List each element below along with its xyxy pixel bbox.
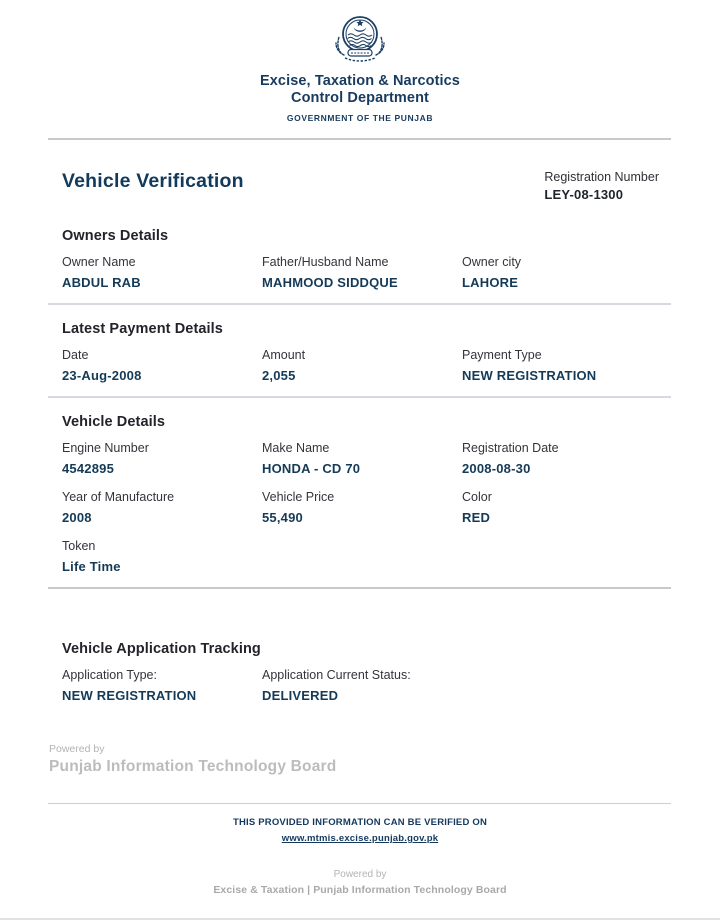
make-name-field [262, 441, 462, 476]
powered-by-org: Punjab Information Technology Board [49, 758, 337, 775]
year-of-manufacture-label: Year of Manufacture [62, 490, 175, 504]
payment-date-field [62, 348, 262, 383]
department-header [0, 0, 720, 123]
color-field [462, 490, 662, 525]
token-label: Token [62, 539, 96, 553]
payment-date-value: 23-Aug-2008 [62, 368, 142, 383]
vehicle-application-tracking-section [48, 641, 671, 703]
org-name-line1: Excise, Taxation & Narcotics [260, 73, 460, 89]
father-husband-name-label: Father/Husband Name [262, 255, 389, 269]
powered-by-label: Powered by [49, 743, 105, 755]
registration-number-label: Registration Number [544, 170, 659, 184]
application-type-value: NEW REGISTRATION [62, 688, 197, 703]
powered-by-block [49, 743, 720, 776]
verification-notice-text: THIS PROVIDED INFORMATION CAN BE VERIFIED ON [232, 817, 488, 828]
payment-type-field [462, 348, 662, 383]
punjab-government-crest-icon [0, 9, 720, 67]
father-husband-name-field [262, 255, 462, 290]
father-husband-name-value: MAHMOOD SIDDQUE [262, 275, 398, 290]
main-content [48, 140, 671, 703]
token-field [62, 539, 262, 574]
government-line: GOVERNMENT OF THE PUNJAB [286, 113, 434, 123]
footer-powered-label: Powered by [333, 869, 387, 880]
registration-number-value: LEY-08-1300 [544, 187, 624, 202]
owners-details-section [48, 228, 671, 305]
org-name-line2: Control Department [291, 89, 429, 106]
year-of-manufacture-field [62, 490, 262, 525]
vehicle-price-label: Vehicle Price [262, 490, 335, 504]
verification-link[interactable]: www.mtmis.excise.punjab.gov.pk [281, 833, 439, 844]
payment-date-label: Date [62, 348, 89, 362]
payment-type-label: Payment Type [462, 348, 542, 362]
engine-number-value: 4542895 [62, 461, 115, 476]
owner-name-field [62, 255, 262, 290]
owners-details-heading: Owners Details [62, 228, 169, 244]
year-of-manufacture-value: 2008 [62, 510, 92, 525]
vehicle-price-value: 55,490 [262, 510, 303, 525]
section-divider [48, 587, 671, 589]
footer-powered-orgs: Excise & Taxation | Punjab Information Technology Board [213, 884, 507, 896]
latest-payment-details-section [48, 321, 671, 398]
registration-date-field [462, 441, 662, 476]
token-value: Life Time [62, 559, 121, 574]
engine-number-label: Engine Number [62, 441, 149, 455]
owner-name-label: Owner Name [62, 255, 136, 269]
color-label: Color [462, 490, 492, 504]
section-divider [48, 303, 671, 305]
engine-number-field [62, 441, 262, 476]
vehicle-details-section [48, 414, 671, 589]
application-type-field [62, 668, 262, 703]
footer-divider [48, 803, 671, 804]
registration-date-label: Registration Date [462, 441, 559, 455]
registration-date-value: 2008-08-30 [462, 461, 531, 476]
payment-amount-label: Amount [262, 348, 306, 362]
owner-city-field [462, 255, 662, 290]
vehicle-details-heading: Vehicle Details [62, 414, 166, 430]
verification-notice [0, 817, 720, 846]
footer-powered-block [0, 869, 720, 896]
payment-amount-value: 2,055 [262, 368, 296, 383]
make-name-value: HONDA - CD 70 [262, 461, 361, 476]
make-name-label: Make Name [262, 441, 330, 455]
bottom-edge-strip [0, 918, 720, 920]
application-current-status-field [262, 668, 462, 703]
section-divider [48, 396, 671, 398]
owner-city-value: LAHORE [462, 275, 519, 290]
owner-name-value: ABDUL RAB [62, 275, 141, 290]
page-title: Vehicle Verification [62, 170, 244, 192]
vehicle-price-field [262, 490, 462, 525]
vehicle-application-tracking-heading: Vehicle Application Tracking [62, 641, 261, 657]
payment-amount-field [262, 348, 462, 383]
owner-city-label: Owner city [462, 255, 522, 269]
application-current-status-label: Application Current Status: [262, 668, 411, 682]
color-value: RED [462, 510, 491, 525]
latest-payment-details-heading: Latest Payment Details [62, 321, 223, 337]
application-current-status-value: DELIVERED [262, 688, 339, 703]
registration-number-block [544, 170, 659, 202]
payment-type-value: NEW REGISTRATION [462, 368, 597, 383]
application-type-label: Application Type: [62, 668, 157, 682]
